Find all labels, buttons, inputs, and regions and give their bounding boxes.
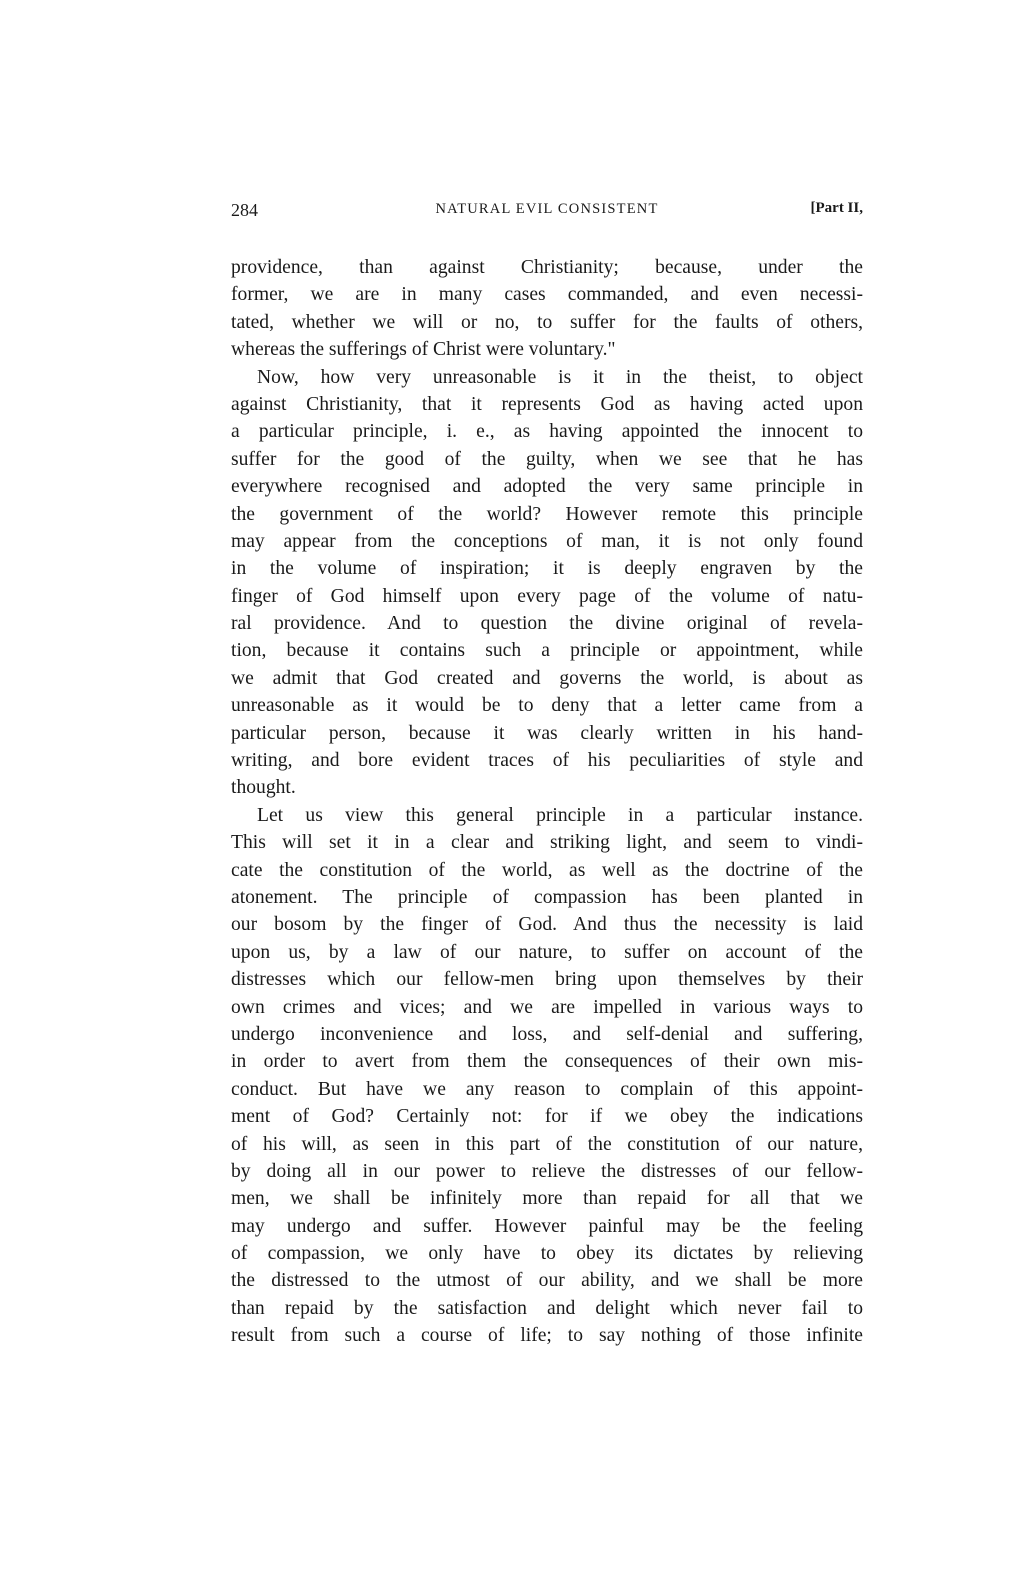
text-line: Now, how very unreasonable is it in the theist, to object [257,366,863,388]
text-line: unreasonable as it would be to deny that a letter came from a [231,695,863,717]
text-line: upon us, by a law of our nature, to suffer on account of the [231,941,863,963]
running-header [231,200,863,224]
text-line: we admit that God created and governs the world, is about as [231,667,863,689]
page-number: 284 [231,200,258,220]
text-line: suffer for the good of the guilty, when we see that he has [231,448,863,470]
text-line: atonement. The principle of compassion has been planted in [231,886,863,908]
text-line: This will set it in a clear and striking light, and seem to vindi- [231,832,863,854]
text-line: cate the constitution of the world, as well as the doctrine of the [231,859,863,881]
text-line: our bosom by the finger of God. And thus the necessity is laid [231,914,863,936]
text-line: tated, whether we will or no, to suffer for the faults of others, [231,311,863,333]
paragraph [231,802,863,1350]
text-line: ral providence. And to question the divine original of revela- [231,613,863,635]
text-line: may appear from the conceptions of man, it is not only found [231,530,863,552]
text-line: everywhere recognised and adopted the very same principle in [231,476,863,498]
text-line: undergo inconvenience and loss, and self-denial and suffering, [231,1023,863,1045]
text-line: conduct. But have we any reason to complain of this appoint- [231,1078,863,1100]
running-title: NATURAL EVIL CONSISTENT [435,201,659,217]
text-line: whereas the sufferings of Christ were voluntary." [231,339,616,361]
text-line: providence, than against Christianity; because, under the [231,257,863,278]
text-line: by doing all in our power to relieve the distresses of our fellow- [231,1160,863,1182]
part-label: [Part II, [810,200,863,216]
text-line: Let us view this general principle in a particular instance. [257,804,863,826]
text-line: the government of the world? However remote this principle [231,503,863,525]
text-line: of his will, as seen in this part of the constitution of our nature, [231,1133,863,1155]
text-line: thought. [231,777,296,799]
text-line: result from such a course of life; to say nothing of those infinite [231,1325,863,1347]
text-line: against Christianity, that it represents God as having acted upon [231,393,863,415]
text-line: writing, and bore evident traces of his peculiarities of style and [231,750,863,772]
text-line: in order to avert from them the consequences of their own mis- [231,1051,863,1073]
text-line: of compassion, we only have to obey its dictates by relieving [231,1243,863,1265]
text-line: than repaid by the satisfaction and delight which never fail to [231,1297,863,1319]
text-line: tion, because it contains such a principle or appointment, while [231,640,863,662]
text-line: men, we shall be infinitely more than repaid for all that we [231,1188,863,1210]
text-line: may undergo and suffer. However painful may be the feeling [231,1215,863,1237]
text-line: a particular principle, i. e., as having appointed the innocent to [231,421,863,443]
text-line: finger of God himself upon every page of the volume of natu- [231,585,863,607]
text-line: own crimes and vices; and we are impelled in various ways to [231,996,863,1018]
text-line: ment of God? Certainly not: for if we obey the indications [231,1106,863,1128]
paragraph [231,254,863,364]
text-line: in the volume of inspiration; it is deeply engraven by the [231,558,863,580]
body-text [231,254,863,1350]
text-line: former, we are in many cases commanded, and even necessi- [231,284,863,306]
paragraph [231,364,863,802]
text-line: particular person, because it was clearly written in his hand- [231,722,863,744]
text-line: distresses which our fellow-men bring upon themselves by their [231,969,863,991]
text-line: the distressed to the utmost of our ability, and we shall be more [231,1270,863,1292]
